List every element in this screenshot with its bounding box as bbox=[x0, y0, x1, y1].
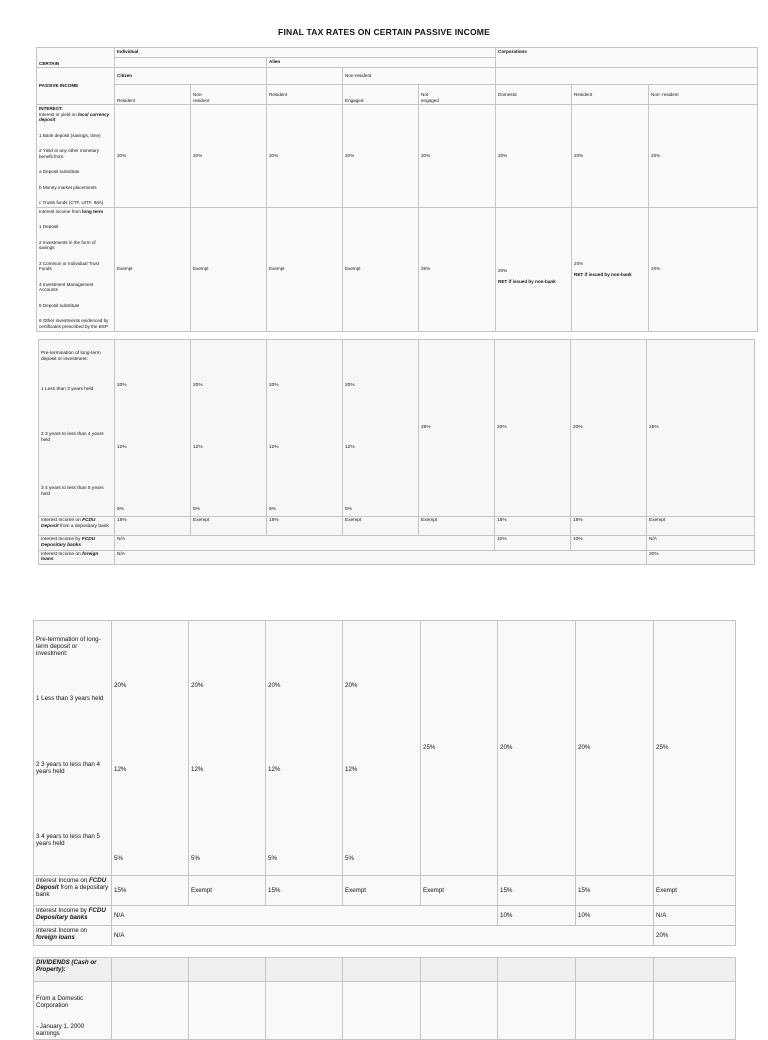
row-label-long-term bbox=[37, 207, 115, 331]
rate-4-to-5: 5% bbox=[268, 855, 277, 863]
header-resident-label: resident bbox=[193, 97, 210, 103]
header-citizen-non-resident bbox=[191, 85, 267, 105]
rate-cell: 15% bbox=[267, 517, 343, 536]
rate-cell: 20% bbox=[267, 105, 343, 208]
rate-cell: 20% bbox=[495, 340, 571, 517]
header-engaged-label: engaged bbox=[421, 97, 439, 103]
rate-cell: 20% bbox=[191, 105, 267, 208]
header-corporations: Corporations bbox=[496, 48, 758, 68]
header-non-label: Non- bbox=[193, 92, 203, 97]
rate-cell: 10% bbox=[576, 906, 654, 926]
rate-cell: N/A bbox=[112, 906, 498, 926]
rate-stack bbox=[266, 621, 343, 876]
long-term-resident-note: RET if issued by non-bank bbox=[574, 272, 632, 277]
rate-3-to-4: 12% bbox=[117, 444, 127, 450]
pretermination-row1: 1 Less than 3 years held bbox=[36, 695, 104, 703]
rate-cell: 20% bbox=[498, 621, 576, 876]
rate-cell: 20% bbox=[654, 926, 736, 946]
rate-4-to-5: 5% bbox=[193, 506, 200, 512]
dividends-january: - January 1, 2000 earnings bbox=[36, 1023, 85, 1038]
rate-stack bbox=[191, 340, 267, 517]
rate-cell: 15% bbox=[115, 517, 191, 536]
header-corp-non-resident: Non- resident bbox=[649, 85, 758, 105]
rate-less-3: 20% bbox=[345, 383, 355, 388]
row-label-pretermination bbox=[39, 340, 115, 517]
rate-cell: Exempt bbox=[421, 876, 498, 906]
row-label-fcdu-banks bbox=[39, 536, 115, 551]
rate-cell: 25% bbox=[647, 340, 755, 517]
table-row bbox=[39, 517, 755, 536]
interest-item2a: a Deposit substitute bbox=[39, 169, 80, 174]
rate-less-3: 20% bbox=[191, 682, 204, 689]
rate-cell: 20% bbox=[343, 105, 419, 208]
rate-stack bbox=[115, 340, 191, 517]
long-term-domestic-note: RET if issued by non-bank bbox=[498, 279, 556, 284]
passive-income-table-interest bbox=[36, 47, 758, 332]
interest-heading: INTEREST: bbox=[39, 106, 63, 111]
long-term-domestic-rate: 20% bbox=[498, 267, 508, 273]
row-label-foreign-loans bbox=[34, 926, 112, 946]
empty-cell bbox=[266, 982, 343, 1040]
table-row bbox=[39, 536, 755, 551]
interest-item2b: b Money market placements bbox=[39, 184, 97, 190]
rate-cell: N/A bbox=[115, 536, 495, 551]
fcdu-banks-label-em: FCDU Depositary banks bbox=[36, 907, 106, 922]
rate-3-to-4: 12% bbox=[191, 766, 204, 774]
table-row bbox=[37, 105, 758, 208]
rate-3-to-4: 12% bbox=[345, 444, 355, 450]
passive-income-table-pretermination bbox=[38, 339, 755, 565]
interest-item1: 1 Bank deposit (savings, time) bbox=[39, 132, 101, 138]
long-term-item1: 1 Deposit bbox=[39, 224, 59, 229]
long-term-resident-rate: 20% bbox=[574, 260, 584, 266]
rate-stack bbox=[343, 340, 419, 517]
empty-cell bbox=[576, 958, 654, 982]
rate-less-3: 20% bbox=[268, 682, 281, 689]
rate-cell: N/A bbox=[115, 550, 647, 565]
interest-line1-em: local currency deposit bbox=[39, 111, 110, 122]
header-not-engaged bbox=[419, 85, 496, 105]
header-alien: Alien bbox=[267, 58, 496, 68]
rate-cell: 20% bbox=[419, 105, 496, 208]
rate-cell: 25% bbox=[421, 621, 498, 876]
header-corp-spacer bbox=[496, 68, 758, 85]
header-passive-income: PASSIVE INCOME bbox=[37, 68, 115, 105]
rate-cell: N/A bbox=[654, 906, 736, 926]
rate-cell: 20% bbox=[572, 105, 649, 208]
long-term-item2: 2 Investments in the form of savings bbox=[39, 239, 96, 250]
fcdu-label-em: FCDU Deposit bbox=[41, 518, 96, 529]
rate-cell: 20% bbox=[571, 340, 647, 517]
rate-cell: 15% bbox=[498, 876, 576, 906]
empty-cell bbox=[266, 958, 343, 982]
rate-3-to-4: 12% bbox=[114, 766, 127, 774]
empty-cell bbox=[343, 958, 421, 982]
rate-cell: Exempt bbox=[343, 876, 421, 906]
foreign-loans-label-pre: Interest Income on bbox=[41, 551, 81, 557]
rate-less-3: 20% bbox=[345, 682, 358, 689]
long-term-item5: 5 Deposit substitute bbox=[39, 302, 80, 308]
empty-cell bbox=[654, 982, 736, 1040]
rate-cell-resident bbox=[572, 207, 649, 331]
rate-cell: Exempt bbox=[419, 517, 495, 536]
rate-cell: 15% bbox=[112, 876, 189, 906]
rate-cell: Exempt bbox=[191, 207, 267, 331]
header-domestic: Domestic bbox=[496, 85, 572, 105]
long-term-line1-em: long term bbox=[82, 208, 104, 214]
fcdu-label-post: from a depositary bank bbox=[36, 884, 109, 899]
table-row bbox=[34, 926, 736, 946]
empty-cell bbox=[421, 982, 498, 1040]
rate-3-to-4: 12% bbox=[269, 444, 279, 450]
table-row bbox=[34, 621, 736, 876]
rate-4-to-5: 5% bbox=[114, 855, 123, 863]
rate-cell: N/A bbox=[112, 926, 654, 946]
pretermination-row3: 3 4 years to less than 5 years held bbox=[36, 832, 100, 847]
rate-less-3: 20% bbox=[193, 383, 203, 388]
rate-less-3: 20% bbox=[269, 383, 279, 388]
empty-cell bbox=[112, 958, 189, 982]
empty-cell bbox=[189, 958, 266, 982]
rate-3-to-4: 12% bbox=[268, 766, 281, 774]
fcdu-label-pre: Interest Income on bbox=[36, 877, 88, 884]
empty-cell bbox=[654, 958, 736, 982]
dividends-heading: DIVIDENDS (Cash or Property): bbox=[34, 958, 112, 982]
empty-cell bbox=[498, 982, 576, 1040]
header-not-label: Not bbox=[421, 92, 429, 97]
section-gap bbox=[34, 946, 736, 958]
rate-cell: 25% bbox=[419, 207, 496, 331]
empty-cell bbox=[498, 958, 576, 982]
passive-income-table-pretermination-zoom bbox=[33, 620, 736, 1040]
row-label-pretermination bbox=[34, 621, 112, 876]
empty-cell bbox=[112, 982, 189, 1040]
long-term-line1: Interest income from bbox=[39, 208, 81, 214]
rate-cell-domestic bbox=[496, 207, 572, 331]
rate-cell: Exempt bbox=[267, 207, 343, 331]
rate-3-to-4: 12% bbox=[345, 766, 358, 774]
pretermination-row2: 2 3 years to less than 4 years held bbox=[41, 432, 104, 443]
rate-cell: Exempt bbox=[343, 207, 419, 331]
table-row bbox=[34, 958, 736, 982]
rate-4-to-5: 5% bbox=[269, 506, 276, 512]
rate-cell: 20% bbox=[649, 105, 758, 208]
rate-4-to-5: 5% bbox=[117, 506, 124, 512]
row-label-fcdu-deposit bbox=[34, 876, 112, 906]
header-corp-resident: Resident bbox=[572, 85, 649, 105]
rate-cell: 10% bbox=[571, 536, 647, 551]
document-title: FINAL TAX RATES ON CERTAIN PASSIVE INCOME bbox=[278, 27, 490, 37]
empty-cell bbox=[189, 982, 266, 1040]
foreign-loans-label-em: foreign loans bbox=[36, 934, 75, 942]
fcdu-label-post: from a depositary bank bbox=[59, 523, 109, 529]
foreign-loans-label-pre: Interest Income on bbox=[36, 927, 88, 934]
rate-cell: 15% bbox=[571, 517, 647, 536]
table-row bbox=[34, 906, 736, 926]
pretermination-heading: Pre-termination of long-term deposit or investment: bbox=[36, 636, 101, 658]
row-label-local-deposit bbox=[37, 105, 115, 208]
fcdu-label-em: FCDU Deposit bbox=[36, 877, 107, 892]
interest-item2: 2 Yield or any other monetary benefit from: bbox=[39, 148, 100, 159]
rate-cell: 15% bbox=[495, 517, 571, 536]
rate-cell: 10% bbox=[498, 906, 576, 926]
rate-4-to-5: 5% bbox=[345, 506, 352, 512]
fcdu-banks-label-pre: Interest Income by bbox=[36, 907, 87, 914]
row-label-foreign-loans bbox=[39, 550, 115, 565]
empty-cell bbox=[343, 982, 421, 1040]
header-alien-spacer bbox=[267, 68, 343, 85]
rate-cell: 20% bbox=[647, 550, 755, 565]
empty-cell bbox=[421, 958, 498, 982]
pretermination-heading: Pre-termination of long-term deposit or investment: bbox=[41, 351, 101, 362]
row-label-fcdu-deposit bbox=[39, 517, 115, 536]
pretermination-row2: 2 3 years to less than 4 years held bbox=[36, 760, 100, 775]
rate-cell: Exempt bbox=[191, 517, 267, 536]
long-term-item4: 4 Investment Management Accounts bbox=[39, 281, 94, 292]
rate-cell: Exempt bbox=[189, 876, 266, 906]
row-label-dividends bbox=[34, 982, 112, 1040]
rate-stack bbox=[343, 621, 421, 876]
rate-stack bbox=[112, 621, 189, 876]
fcdu-label-pre: Interest Income on bbox=[41, 518, 81, 523]
rate-cell: 20% bbox=[649, 207, 758, 331]
rate-cell: 15% bbox=[576, 876, 654, 906]
header-alien-resident: Resident bbox=[267, 85, 343, 105]
fcdu-banks-label-em: FCDU Depositary banks bbox=[41, 537, 96, 548]
rate-cell: N/A bbox=[647, 536, 755, 551]
table-row bbox=[34, 876, 736, 906]
rate-cell: Exempt bbox=[647, 517, 755, 536]
rate-stack bbox=[267, 340, 343, 517]
rate-4-to-5: 5% bbox=[345, 855, 354, 863]
rate-3-to-4: 12% bbox=[193, 444, 203, 450]
rate-cell: Exempt bbox=[115, 207, 191, 331]
table-row bbox=[34, 982, 736, 1040]
rate-stack bbox=[189, 621, 266, 876]
header-citizen: Citizen bbox=[115, 68, 267, 85]
interest-item2c: c Trusts funds (CTF, UITF, IMA) bbox=[39, 200, 104, 205]
interest-line1: Interest or yield on bbox=[39, 111, 77, 117]
header-certain: CERTAIN bbox=[37, 48, 115, 68]
fcdu-banks-label-pre: Interest Income by bbox=[41, 537, 81, 542]
rate-less-3: 20% bbox=[114, 682, 127, 689]
rate-cell: Exempt bbox=[343, 517, 419, 536]
foreign-loans-label-em: foreign loans bbox=[41, 551, 99, 563]
long-term-item3: 3 Common or Individual Trust Funds bbox=[39, 260, 99, 271]
table-row bbox=[39, 550, 755, 565]
rate-cell: Exempt bbox=[654, 876, 736, 906]
rate-4-to-5: 5% bbox=[191, 855, 200, 863]
pretermination-row3: 3 4 years to less than 5 years held bbox=[41, 485, 104, 497]
header-engaged: Engaged bbox=[343, 85, 419, 105]
long-term-item6: 6 Other investments evidenced by certificates prescribed by the BSP bbox=[39, 318, 109, 329]
rate-cell: 20% bbox=[115, 105, 191, 208]
rate-less-3: 20% bbox=[117, 383, 127, 388]
header-citizen-resident: Resident bbox=[115, 85, 191, 105]
rate-cell: 20% bbox=[496, 105, 572, 208]
rate-cell: 15% bbox=[266, 876, 343, 906]
rate-cell: 25% bbox=[419, 340, 495, 517]
rate-cell: 20% bbox=[576, 621, 654, 876]
table-row bbox=[39, 340, 755, 517]
pretermination-row1: 1 Less than 3 years held bbox=[41, 386, 94, 392]
rate-cell: 10% bbox=[495, 536, 571, 551]
empty-cell bbox=[576, 982, 654, 1040]
dividends-from-domestic: From a Domestic Corporation bbox=[36, 995, 84, 1010]
table-row bbox=[37, 207, 758, 331]
header-spacer bbox=[115, 58, 267, 68]
header-non-resident-group: Non-resident bbox=[343, 68, 496, 85]
header-individual: Individual bbox=[115, 48, 496, 58]
rate-cell: 25% bbox=[654, 621, 736, 876]
row-label-fcdu-banks bbox=[34, 906, 112, 926]
